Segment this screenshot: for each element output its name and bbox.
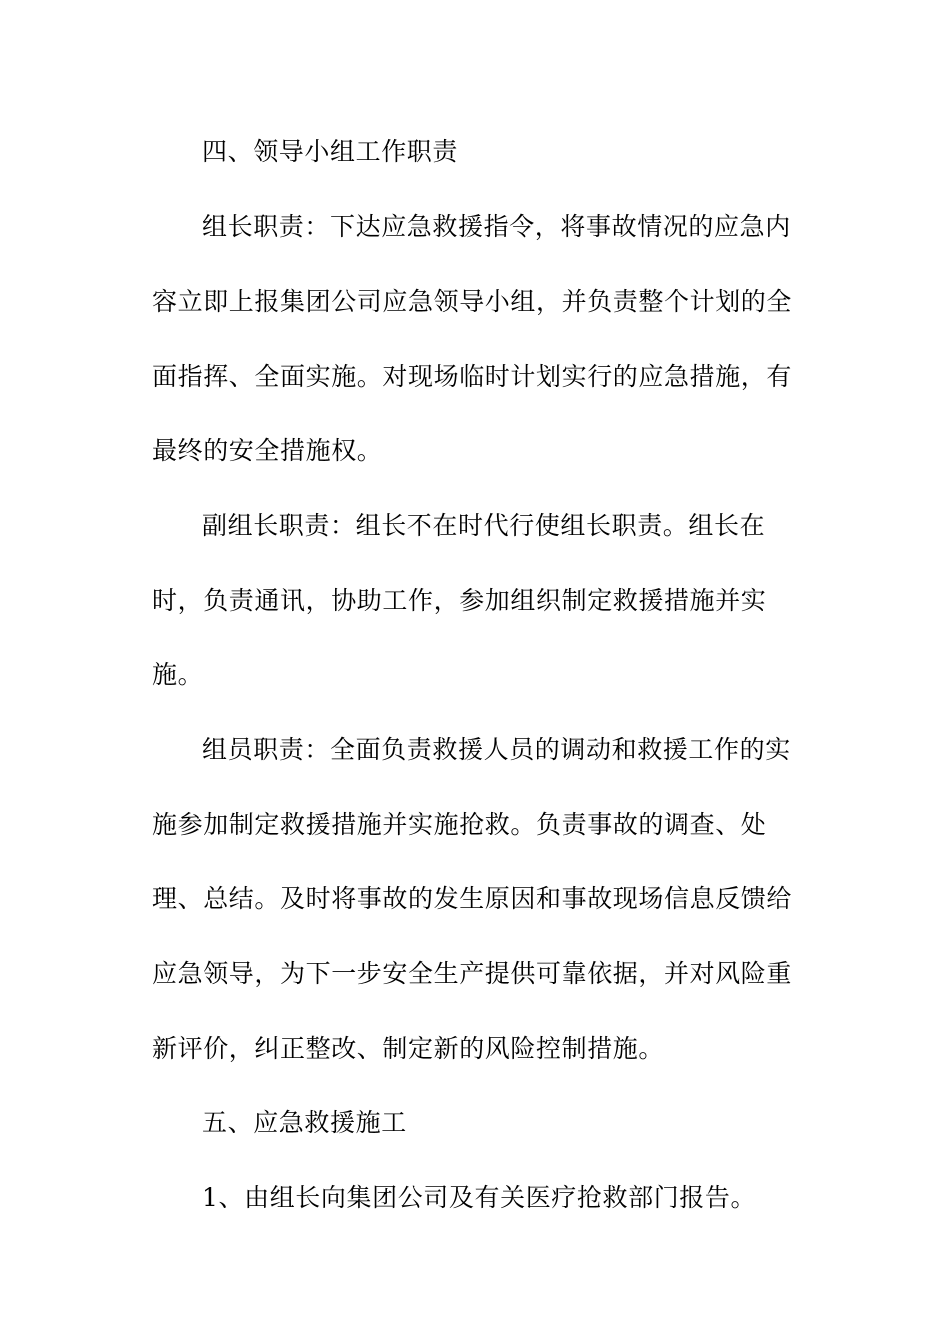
paragraph-line: 容立即上报集团公司应急领导小组，并负责整个计划的全 (152, 287, 793, 316)
paragraph-line: 新评价，纠正整改、制定新的风险控制措施。 (152, 1034, 665, 1063)
paragraph-line: 理、总结。及时将事故的发生原因和事故现场信息反馈给 (152, 884, 793, 913)
paragraph-line: 时，负责通讯，协助工作，参加组织制定救援措施并实 (152, 586, 767, 615)
paragraph-line: 组长职责：下达应急救援指令，将事故情况的应急内 (202, 212, 791, 241)
paragraph-line: 面指挥、全面实施。对现场临时计划实行的应急措施，有 (152, 362, 793, 391)
section-heading-four: 四、领导小组工作职责 (202, 137, 459, 166)
paragraph-line: 施。 (152, 660, 204, 689)
paragraph-line: 副组长职责：组长不在时代行使组长职责。组长在 (202, 511, 766, 540)
paragraph-line: 组员职责：全面负责救援人员的调动和救援工作的实 (202, 735, 791, 764)
section-heading-five: 五、应急救援施工 (202, 1108, 407, 1137)
paragraph-line: 最终的安全措施权。 (152, 436, 383, 465)
paragraph-line: 应急领导，为下一步安全生产提供可靠依据，并对风险重 (152, 959, 793, 988)
paragraph-line: 施参加制定救援措施并实施抢救。负责事故的调查、处 (152, 810, 767, 839)
paragraph-line: 1、由组长向集团公司及有关医疗抢救部门报告。 (202, 1183, 757, 1212)
